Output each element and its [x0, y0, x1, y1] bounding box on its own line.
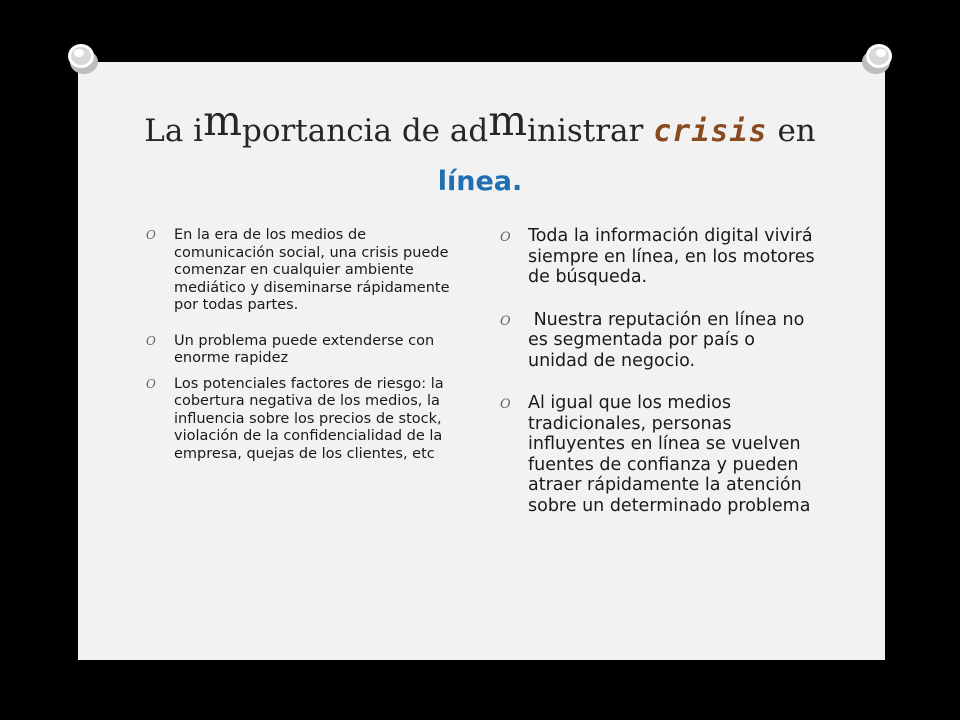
title-part: inistrar — [527, 113, 654, 149]
title-crisis-word: crisis — [653, 114, 768, 149]
bullet-text: Toda la información digital vivirá siempre en línea, en los motores de búsqueda. — [528, 226, 815, 287]
bullet-marker: O — [146, 333, 156, 348]
pushpin-icon — [62, 38, 102, 78]
slide-title — [0, 97, 960, 151]
bullet-marker: O — [500, 313, 511, 329]
bullet-text: Los potenciales factores de riesgo: la cobertura negativa de los medios, la influencia sobre los precios de stock, violación de la confidencialidad de la empresa, quejas de los clientes, etc — [174, 375, 444, 462]
bullet-text: Un problema puede extenderse con enorme rapidez — [174, 332, 435, 366]
pushpin-icon — [858, 38, 898, 78]
title-part: portancia de ad — [241, 113, 489, 149]
left-column — [146, 227, 466, 463]
bullet-text: Al igual que los medios tradicionales, personas influyentes en línea se vuelven fuentes de confianza y pueden atraer rápidamente la atención sobre un determinado problema — [528, 393, 811, 516]
bullet-text: En la era de los medios de comunicación social, una crisis puede comenzar en cualquier ambiente mediático y diseminarse rápidamente por todas partes. — [174, 227, 450, 313]
bullet-marker: O — [500, 397, 511, 412]
list-item — [146, 227, 466, 315]
list-item — [500, 310, 820, 372]
list-item — [500, 393, 820, 516]
list-item — [146, 376, 466, 464]
slide-title-line2: línea. — [437, 166, 523, 197]
title-big-letter: m — [488, 97, 528, 145]
right-column — [500, 226, 820, 516]
title-part: La i — [144, 113, 204, 149]
list-item — [146, 333, 466, 368]
bullet-text: Nuestra reputación en línea no es segmentada por país o unidad de negocio. — [528, 309, 810, 371]
bullet-marker: O — [500, 230, 511, 245]
title-big-letter: m — [203, 97, 242, 145]
list-item — [500, 226, 820, 288]
title-part: en — [767, 113, 816, 149]
bullet-marker: O — [146, 376, 156, 391]
bullet-marker: O — [146, 228, 156, 242]
